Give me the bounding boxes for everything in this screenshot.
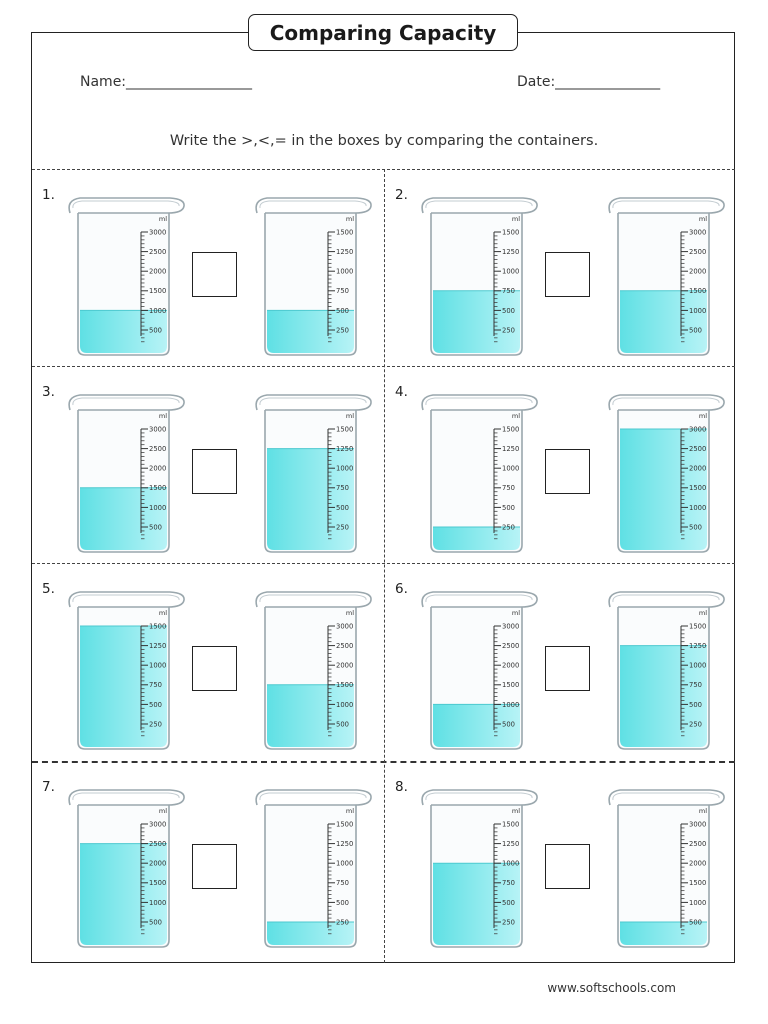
unit-label: ml [698, 609, 707, 617]
problem-number: 4. [395, 384, 408, 400]
beaker-rim [256, 790, 371, 805]
scale-label: 2000 [149, 859, 167, 868]
problem-1 [32, 169, 384, 366]
unit-label: ml [345, 609, 354, 617]
scale-label: 500 [502, 898, 515, 907]
answer-box[interactable] [192, 646, 237, 691]
unit-label: ml [698, 215, 707, 223]
beaker-rim [256, 592, 371, 607]
scale-label: 1500 [149, 622, 167, 631]
scale-label: 500 [149, 918, 162, 927]
problem-6 [385, 563, 737, 760]
unit-label: ml [345, 807, 354, 815]
scale-label: 250 [149, 720, 162, 729]
instructions-text: Write the >,<,= in the boxes by comparing the containers. [169, 133, 599, 149]
scale-label: 750 [502, 484, 515, 493]
scale-label: 1250 [502, 445, 520, 453]
beaker-rim [256, 395, 371, 410]
left-beaker [64, 786, 187, 951]
scale-label: 1000 [149, 503, 167, 512]
scale-label: 1250 [336, 248, 354, 256]
scale-label: 250 [336, 326, 349, 335]
answer-box[interactable] [545, 646, 590, 691]
scale-label: 3000 [149, 425, 167, 434]
date-field-label[interactable]: Date:_______________ [517, 74, 661, 90]
problem-number: 2. [395, 187, 408, 203]
answer-box[interactable] [545, 449, 590, 494]
beaker-rim [422, 198, 537, 213]
scale-label: 1000 [502, 267, 520, 276]
unit-label: ml [698, 807, 707, 815]
scale-label: 2500 [149, 445, 167, 453]
beaker-rim [69, 592, 184, 607]
worksheet-title: Comparing Capacity [248, 14, 518, 51]
scale-label: 3000 [149, 820, 167, 829]
scale-label: 250 [689, 720, 702, 729]
unit-label: ml [345, 215, 354, 223]
right-beaker [604, 588, 727, 753]
left-beaker [417, 588, 540, 753]
problem-number: 8. [395, 779, 408, 795]
scale-label: 3000 [502, 622, 520, 631]
scale-label: 500 [336, 306, 349, 315]
scale-label: 1000 [149, 306, 167, 315]
scale-label: 1250 [336, 840, 354, 848]
unit-label: ml [158, 807, 167, 815]
scale-label: 500 [689, 523, 702, 532]
problem-number: 5. [42, 581, 55, 597]
answer-box[interactable] [545, 252, 590, 297]
scale-label: 1500 [689, 484, 707, 493]
scale-label: 250 [336, 523, 349, 532]
problem-8 [385, 761, 737, 958]
scale-label: 750 [336, 287, 349, 296]
problem-5 [32, 563, 384, 760]
name-field-label[interactable]: Name:__________________ [80, 74, 253, 90]
scale-label: 1000 [336, 267, 354, 276]
scale-label: 2500 [689, 248, 707, 256]
scale-label: 500 [502, 306, 515, 315]
unit-label: ml [345, 412, 354, 420]
scale-label: 750 [336, 879, 349, 888]
scale-label: 2000 [149, 464, 167, 473]
beaker-rim [609, 790, 724, 805]
left-beaker [417, 391, 540, 556]
scale-label: 3000 [336, 622, 354, 631]
beaker-rim [69, 395, 184, 410]
scale-label: 1500 [149, 879, 167, 888]
answer-box[interactable] [545, 844, 590, 889]
left-beaker [417, 194, 540, 359]
footer-source: www.softschools.com [547, 981, 676, 995]
liquid-fill [267, 685, 354, 747]
scale-label: 1000 [336, 464, 354, 473]
unit-label: ml [511, 215, 520, 223]
right-beaker [604, 786, 727, 951]
scale-label: 2500 [502, 642, 520, 650]
left-beaker [64, 588, 187, 753]
scale-label: 1500 [336, 681, 354, 690]
right-beaker [251, 786, 374, 951]
liquid-fill [80, 488, 167, 550]
scale-label: 1500 [689, 622, 707, 631]
scale-label: 1000 [689, 306, 707, 315]
scale-label: 750 [689, 681, 702, 690]
scale-label: 500 [336, 898, 349, 907]
scale-label: 1000 [689, 661, 707, 670]
scale-label: 3000 [689, 425, 707, 434]
beaker-rim [609, 592, 724, 607]
scale-label: 500 [502, 720, 515, 729]
problem-number: 6. [395, 581, 408, 597]
unit-label: ml [158, 215, 167, 223]
scale-label: 250 [502, 523, 515, 532]
scale-label: 1500 [149, 287, 167, 296]
scale-label: 500 [689, 326, 702, 335]
scale-label: 1500 [502, 228, 520, 237]
liquid-fill [433, 291, 520, 353]
answer-box[interactable] [192, 252, 237, 297]
scale-label: 500 [502, 503, 515, 512]
scale-label: 750 [149, 681, 162, 690]
scale-label: 500 [689, 918, 702, 927]
scale-label: 2500 [336, 642, 354, 650]
scale-label: 250 [336, 918, 349, 927]
beaker-rim [422, 592, 537, 607]
beaker-rim [69, 198, 184, 213]
scale-label: 2500 [149, 840, 167, 848]
scale-label: 500 [336, 503, 349, 512]
scale-label: 250 [502, 326, 515, 335]
scale-label: 500 [336, 720, 349, 729]
scale-label: 500 [149, 523, 162, 532]
problem-7 [32, 761, 384, 958]
scale-label: 1500 [336, 228, 354, 237]
unit-label: ml [698, 412, 707, 420]
scale-label: 3000 [149, 228, 167, 237]
beaker-rim [609, 198, 724, 213]
scale-label: 2000 [336, 661, 354, 670]
answer-box[interactable] [192, 844, 237, 889]
scale-label: 3000 [689, 820, 707, 829]
problem-2 [385, 169, 737, 366]
scale-label: 2000 [149, 267, 167, 276]
scale-label: 1500 [689, 879, 707, 888]
scale-label: 500 [149, 700, 162, 709]
scale-label: 1500 [336, 820, 354, 829]
scale-label: 500 [149, 326, 162, 335]
problem-number: 7. [42, 779, 55, 795]
problem-number: 1. [42, 187, 55, 203]
scale-label: 1500 [689, 287, 707, 296]
liquid-fill [620, 291, 707, 353]
left-beaker [64, 194, 187, 359]
scale-label: 2000 [689, 267, 707, 276]
scale-label: 2500 [689, 445, 707, 453]
unit-label: ml [511, 609, 520, 617]
answer-box[interactable] [192, 449, 237, 494]
beaker-rim [422, 790, 537, 805]
scale-label: 500 [689, 700, 702, 709]
scale-label: 1000 [689, 898, 707, 907]
scale-label: 1500 [149, 484, 167, 493]
right-beaker [604, 391, 727, 556]
scale-label: 1000 [502, 859, 520, 868]
left-beaker [64, 391, 187, 556]
scale-label: 750 [502, 287, 515, 296]
scale-label: 1000 [502, 464, 520, 473]
problem-4 [385, 366, 737, 563]
scale-label: 1250 [689, 642, 707, 650]
beaker-rim [256, 198, 371, 213]
scale-label: 2000 [689, 464, 707, 473]
right-beaker [251, 588, 374, 753]
scale-label: 2000 [502, 661, 520, 670]
left-beaker [417, 786, 540, 951]
right-beaker [251, 391, 374, 556]
scale-label: 1500 [336, 425, 354, 434]
scale-label: 1500 [502, 425, 520, 434]
scale-label: 1000 [149, 898, 167, 907]
beaker-rim [69, 790, 184, 805]
unit-label: ml [158, 412, 167, 420]
scale-label: 2500 [689, 840, 707, 848]
unit-label: ml [511, 807, 520, 815]
unit-label: ml [158, 609, 167, 617]
scale-label: 1000 [689, 503, 707, 512]
scale-label: 750 [502, 879, 515, 888]
scale-label: 1250 [336, 445, 354, 453]
scale-label: 1000 [336, 859, 354, 868]
scale-label: 1250 [502, 248, 520, 256]
scale-label: 250 [502, 918, 515, 927]
scale-label: 2000 [689, 859, 707, 868]
scale-label: 1000 [502, 700, 520, 709]
scale-label: 1250 [502, 840, 520, 848]
scale-label: 1000 [336, 700, 354, 709]
scale-label: 1500 [502, 820, 520, 829]
problem-number: 3. [42, 384, 55, 400]
scale-label: 1500 [502, 681, 520, 690]
scale-label: 2500 [149, 248, 167, 256]
scale-label: 750 [336, 484, 349, 493]
unit-label: ml [511, 412, 520, 420]
beaker-rim [422, 395, 537, 410]
scale-label: 3000 [689, 228, 707, 237]
scale-label: 1250 [149, 642, 167, 650]
right-beaker [251, 194, 374, 359]
scale-label: 1000 [149, 661, 167, 670]
problem-3 [32, 366, 384, 563]
right-beaker [604, 194, 727, 359]
beaker-rim [609, 395, 724, 410]
